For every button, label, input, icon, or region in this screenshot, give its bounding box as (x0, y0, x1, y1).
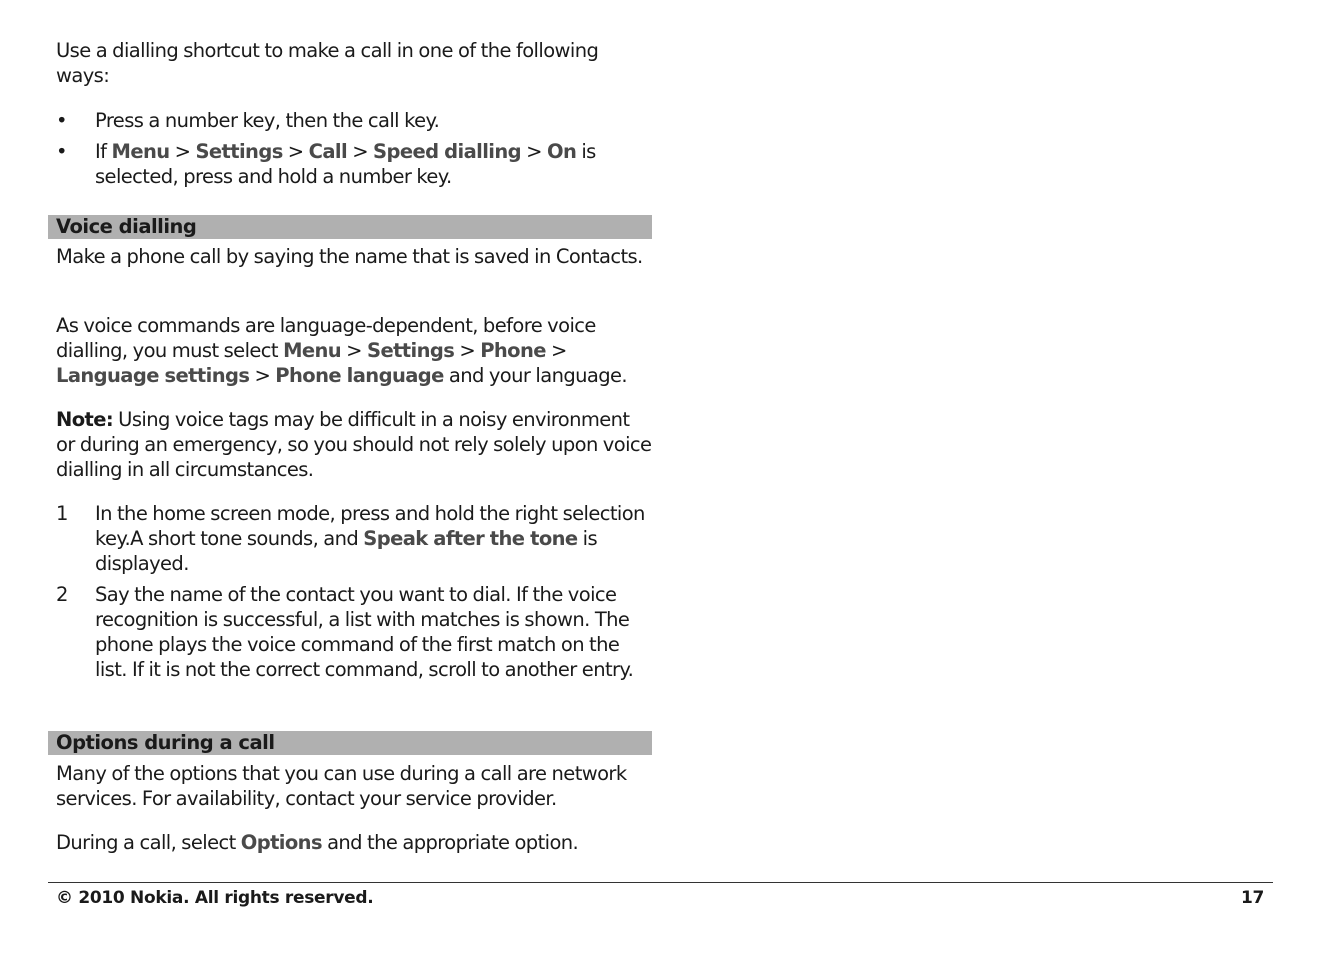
path-separator: > (521, 140, 547, 163)
step-number: 1 (56, 502, 68, 525)
note-text: Using voice tags may be difficult in a noisy environment or during an emergency, so you should not rely solely upon voice dialling in all circumstances. (56, 408, 652, 481)
text-fragment: As voice commands are language-dependent, before voice dialling, you must select (56, 314, 596, 362)
step-text: Say the name of the contact you want to dial. If the voice recognition is successful, a list with matches is shown. The phone plays the voice command of the first match on the list. If it is not the correct command, scroll to another entry. (95, 583, 634, 681)
list-item (56, 501, 656, 576)
menu-path-menu: Menu (283, 339, 342, 362)
bullet: • (56, 109, 67, 132)
step-number: 2 (56, 583, 68, 606)
menu-path-phone: Phone (480, 339, 546, 362)
list-item-text (95, 140, 596, 188)
menu-path-settings: Settings (195, 140, 283, 163)
path-separator: > (282, 140, 309, 163)
page-number: 17 (1240, 888, 1264, 908)
menu-path-call: Call (308, 140, 348, 163)
options-network-paragraph: Many of the options that you can use during a call are network services. For availability, contact your service provider. (56, 762, 627, 810)
voice-steps-list (56, 501, 656, 682)
bullet: • (56, 140, 67, 163)
path-separator: > (341, 339, 367, 362)
path-separator: > (545, 339, 567, 362)
options-select-paragraph (56, 830, 652, 855)
text-fragment: is displayed. (95, 527, 598, 575)
list-item (56, 582, 656, 682)
menu-path-phone-language: Phone language (275, 364, 444, 387)
menu-path-settings: Settings (367, 339, 455, 362)
display-text-speak-after-tone: Speak after the tone (363, 527, 578, 550)
voice-intro-paragraph: Make a phone call by saying the name that is saved in Contacts. (56, 245, 643, 268)
text-fragment: In the home screen mode, press and hold the right selection key.A short tone sounds, and (95, 502, 645, 550)
path-separator: > (347, 140, 374, 163)
menu-path-on: On (546, 140, 577, 163)
menu-path-speed-dialling: Speed dialling (373, 140, 522, 163)
intro-paragraph: Use a dialling shortcut to make a call in one of the following ways: (56, 39, 599, 87)
section-heading-options-during-call: Options during a call (48, 731, 652, 755)
list-item (56, 108, 656, 133)
text-fragment: During a call, select (56, 831, 241, 854)
text-fragment: is selected, press and hold a number key. (95, 140, 596, 188)
voice-language-paragraph (56, 313, 652, 388)
list-item (56, 139, 656, 189)
note-paragraph (56, 407, 652, 482)
list-item-text: Press a number key, then the call key. (95, 109, 440, 132)
section-heading-voice-dialling: Voice dialling (48, 215, 652, 239)
footer-divider (48, 882, 1273, 883)
note-label: Note: (56, 408, 114, 431)
footer-copyright: © 2010 Nokia. All rights reserved. (56, 888, 374, 908)
text-fragment: and the appropriate option. (321, 831, 579, 854)
path-separator: > (249, 364, 276, 387)
path-separator: > (454, 339, 481, 362)
menu-path-language-settings: Language settings (56, 364, 250, 387)
shortcut-list (56, 108, 656, 189)
text-fragment: If (95, 140, 112, 163)
menu-path-options: Options (240, 831, 322, 854)
path-separator: > (169, 140, 196, 163)
menu-path-menu: Menu (111, 140, 170, 163)
text-fragment: and your language. (443, 364, 627, 387)
step-text (95, 502, 645, 575)
